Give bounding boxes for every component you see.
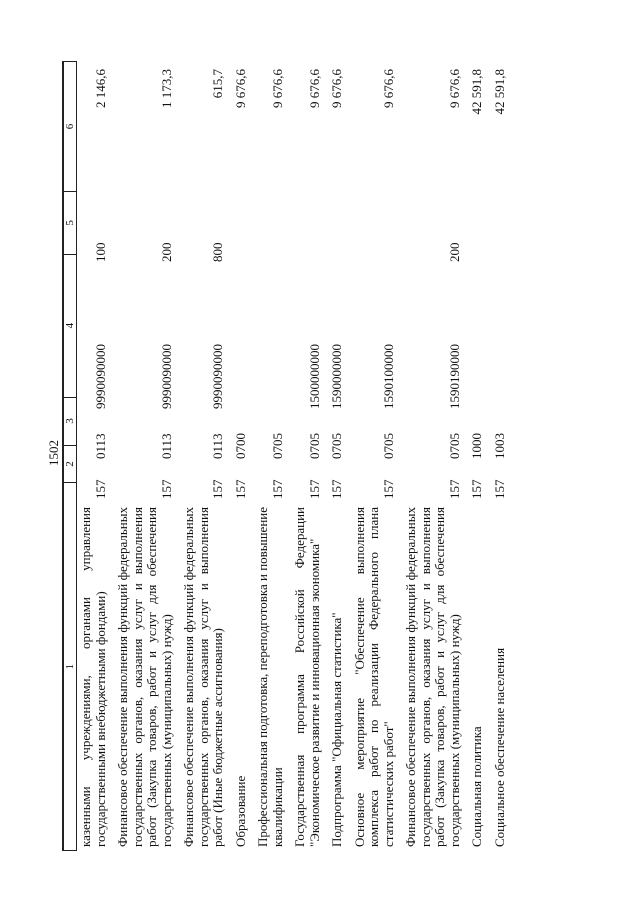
row-c2: 157 — [232, 479, 248, 499]
header-col-1: 1 — [64, 483, 76, 851]
row-c5: 100 — [92, 242, 108, 262]
row-c4 — [470, 266, 485, 411]
row-cells — [271, 61, 286, 501]
table-row — [330, 61, 345, 851]
row-c6: 1 173,3 — [158, 69, 174, 108]
row-cells — [160, 61, 175, 501]
row-name: Социальное обеспечение населения — [491, 647, 507, 847]
row-cells — [448, 61, 463, 501]
table-row — [293, 61, 322, 851]
row-c2: 157 — [306, 479, 322, 499]
row-cells — [470, 61, 485, 501]
row-name: Социальная политика — [469, 726, 484, 847]
page-number-text: 1502 — [46, 440, 61, 466]
row-c3: 0700 — [232, 433, 248, 459]
row-c6: 9 676,6 — [232, 69, 248, 108]
row-name: Подпрограмма "Официальная статистика" — [329, 612, 344, 847]
row-cells — [234, 61, 249, 501]
row-c5 — [308, 199, 323, 266]
row-c5: 800 — [210, 242, 225, 262]
budget-table-content — [63, 61, 545, 851]
row-c6: 42 591,8 — [491, 69, 507, 115]
row-c6: 9 676,6 — [446, 69, 462, 108]
header-col-4: 4 — [64, 255, 76, 398]
table-row — [182, 61, 226, 851]
row-cells — [308, 61, 323, 501]
header-col-6: 6 — [64, 62, 76, 192]
row-c3: 0705 — [380, 433, 396, 459]
row-c4 — [234, 266, 249, 411]
row-c2: 157 — [491, 479, 507, 499]
header-col-5: 5 — [64, 192, 76, 255]
page-number — [46, 440, 61, 466]
row-c2: 157 — [210, 479, 225, 499]
row-name: Финансовое обеспечение выполнения функций федеральных государственных органов, оказания услуг и выполнения работ (Закупка товаров, работ и услуг для обеспечения государственных (муниципальных) нужд) — [115, 507, 174, 847]
row-c5 — [382, 199, 397, 266]
row-c5: 200 — [446, 242, 462, 262]
row-name: Государственная программа Российской Федерации "Экономическое развитие и инновационная экономика" — [292, 507, 322, 847]
row-c2: 157 — [380, 479, 396, 499]
table-row — [116, 61, 174, 851]
row-c6: 9 676,6 — [269, 69, 285, 108]
row-name: Профессиональная подготовка, переподготовка и повышение квалификации — [255, 506, 285, 847]
table-row — [256, 61, 285, 851]
row-cells — [493, 61, 508, 501]
row-c4 — [271, 266, 286, 411]
row-c3: 0113 — [158, 433, 174, 459]
row-c2: 157 — [269, 479, 285, 499]
row-name: Финансовое обеспечение выполнения функций федеральных государственных органов, оказания услуг и выполнения работ (Иные бюджетные ассигнования) — [181, 507, 225, 847]
row-c3: 0113 — [92, 433, 108, 459]
row-name: Основное мероприятие "Обеспечение выполнения комплекса работ по реализации Федерального плана статистических работ" — [351, 507, 396, 847]
row-cells — [330, 61, 345, 501]
row-c2: 157 — [446, 479, 462, 499]
row-c3: 0113 — [210, 433, 225, 459]
row-c6: 9 676,6 — [306, 69, 322, 108]
row-c2: 157 — [469, 479, 484, 499]
row-c4: 9990090000 — [158, 344, 174, 409]
row-name: Финансовое обеспечение выполнения функций федеральных государственных органов, оказания услуг и выполнения работ (Закупка товаров, работ и услуг для обеспечения государственных (муниципальных) нужд) — [403, 507, 462, 847]
row-c2: 157 — [158, 479, 174, 499]
row-name: казенными учреждениями, органами управления государственными внебюджетными фондами) — [78, 507, 108, 847]
row-c4: 1590000000 — [329, 344, 344, 409]
row-c3: 0705 — [269, 433, 285, 459]
table-row — [404, 61, 462, 851]
row-c4: 9990090000 — [210, 344, 225, 409]
row-c4: 1500000000 — [306, 344, 322, 409]
row-c6: 42 591,8 — [469, 69, 484, 115]
row-c3: 0705 — [446, 433, 462, 459]
row-c3: 1003 — [491, 433, 507, 459]
row-c4: 1590100000 — [380, 344, 396, 409]
table-row — [470, 61, 485, 851]
row-cells — [94, 61, 109, 501]
row-cells — [211, 61, 226, 501]
row-c4: 1590190000 — [446, 344, 462, 409]
row-c6: 9 676,6 — [329, 69, 344, 108]
row-c3: 0705 — [306, 433, 322, 459]
row-c3: 0705 — [329, 433, 344, 459]
row-c3: 1000 — [469, 433, 484, 459]
header-col-2: 2 — [64, 446, 76, 484]
table-row — [79, 61, 108, 851]
row-c5: 200 — [158, 242, 174, 262]
table-row — [353, 61, 397, 851]
row-c2: 157 — [92, 479, 108, 499]
row-c4 — [493, 266, 508, 411]
row-c5 — [271, 199, 286, 266]
row-c6: 2 146,6 — [92, 69, 108, 108]
header-col-3: 3 — [64, 398, 76, 446]
row-c5 — [234, 199, 249, 266]
row-cells — [382, 61, 397, 501]
row-name: Образование — [232, 775, 248, 847]
table-header — [63, 61, 77, 851]
row-c5 — [493, 199, 508, 266]
row-c5 — [330, 199, 345, 266]
table-row — [234, 61, 249, 851]
row-c6: 9 676,6 — [380, 69, 396, 108]
budget-table — [62, 61, 545, 851]
row-c2: 157 — [329, 479, 344, 499]
row-c5 — [470, 199, 485, 266]
row-c4: 9990090000 — [92, 344, 108, 409]
row-c6: 615,7 — [210, 69, 225, 99]
table-row — [493, 61, 508, 851]
